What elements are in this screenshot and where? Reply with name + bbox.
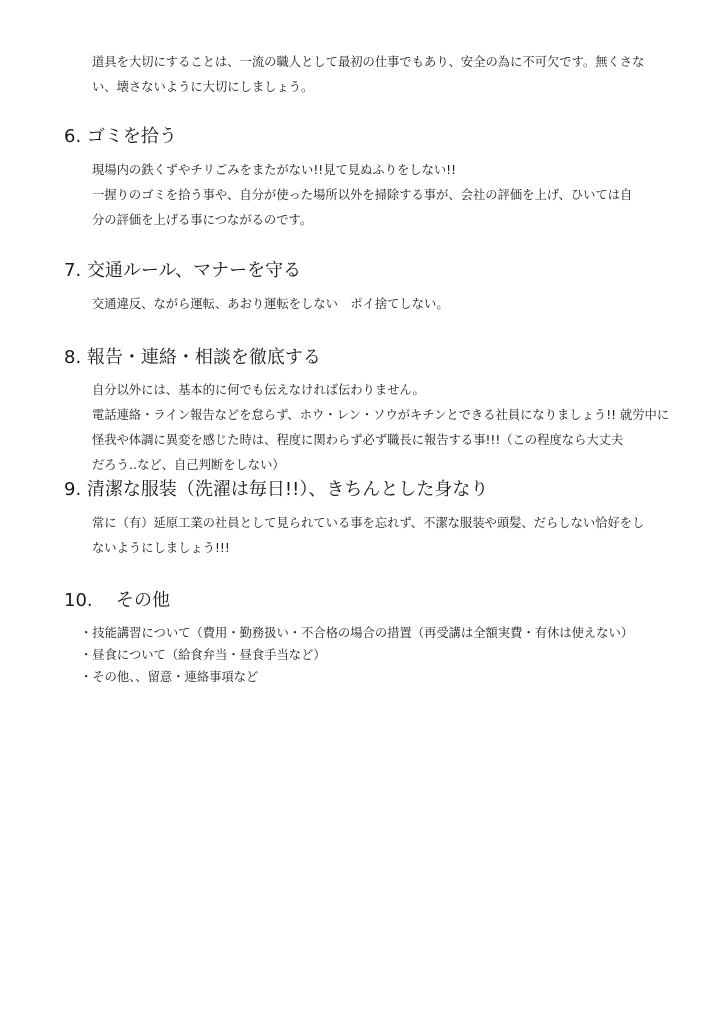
section-10-heading (64, 589, 170, 613)
section-8-line-3: 怪我や体調に異変を感じた時は、程度に関わらず必ず職長に報告する事!!!（この程度なら大丈夫 (92, 433, 624, 447)
section-7-heading: 7. 交通ルール、マナーを守る (64, 260, 302, 281)
section-7-paragraph (92, 292, 637, 317)
section-8-line-2: 電話連絡・ライン報告などを怠らず、ホウ・レン・ソウがキチンとできる社員になりましょう!! 就労中に (92, 408, 670, 422)
section-6-line-3: 分の評価を上げる事につながるのです。 (92, 213, 313, 227)
section-6-line-2: 一握りのゴミを拾う事や、自分が使った場所以外を掃除する事が、会社の評価を上げ、ひいては自 (92, 188, 633, 202)
section-8-line-1: 自分以外には、基本的に何でも伝えなければ伝わりません。 (92, 383, 425, 397)
section-10-number: 10. (64, 590, 93, 611)
intro-paragraph (92, 50, 645, 100)
section-8-paragraph (92, 378, 670, 478)
section-8-heading: 8. 報告・連絡・相談を徹底する (64, 347, 321, 368)
intro-line-2: い、壊さないように大切にしましょう。 (92, 80, 314, 94)
section-6-heading: 6. ゴミを拾う (64, 126, 177, 147)
section-9-line-1: 常に（有）延原工業の社員として見られている事を忘れず、不潔な服装や頭髪、だらしない恰好をし (92, 516, 645, 530)
intro-line-1: 道具を大切にすることは、一流の職人として最初の仕事でもあり、安全の為に不可欠です。無くさな (92, 55, 645, 69)
section-9-heading: 9. 清潔な服装（洗濯は毎日!!）、きちんとした身なり (64, 479, 489, 500)
section-7-line-1: 交通違反、ながら運転、あおり運転をしない ポイ捨てしない。 (92, 297, 449, 311)
section-9-paragraph (92, 511, 645, 561)
section-6-line-1: 現場内の鉄くずやチリごみをまたがない!!見て見ぬふりをしない!! (92, 163, 457, 177)
section-6-paragraph (92, 158, 637, 233)
section-8-line-4: だろう‥など、自己判断をしない） (92, 458, 285, 472)
section-10-item-1: ・技能講習について（費用・勤務扱い・不合格の場合の措置（再受講は全額実費・有休は使えない） (80, 626, 634, 640)
section-10-item-3: ・その他、、留意・連絡事項など (80, 670, 259, 684)
section-10-title: その他 (116, 590, 170, 611)
section-9-line-2: ないようにしましょう!!! (92, 541, 230, 555)
section-10-item-2: ・昼食について（給食弁当・昼食手当など） (80, 648, 326, 662)
